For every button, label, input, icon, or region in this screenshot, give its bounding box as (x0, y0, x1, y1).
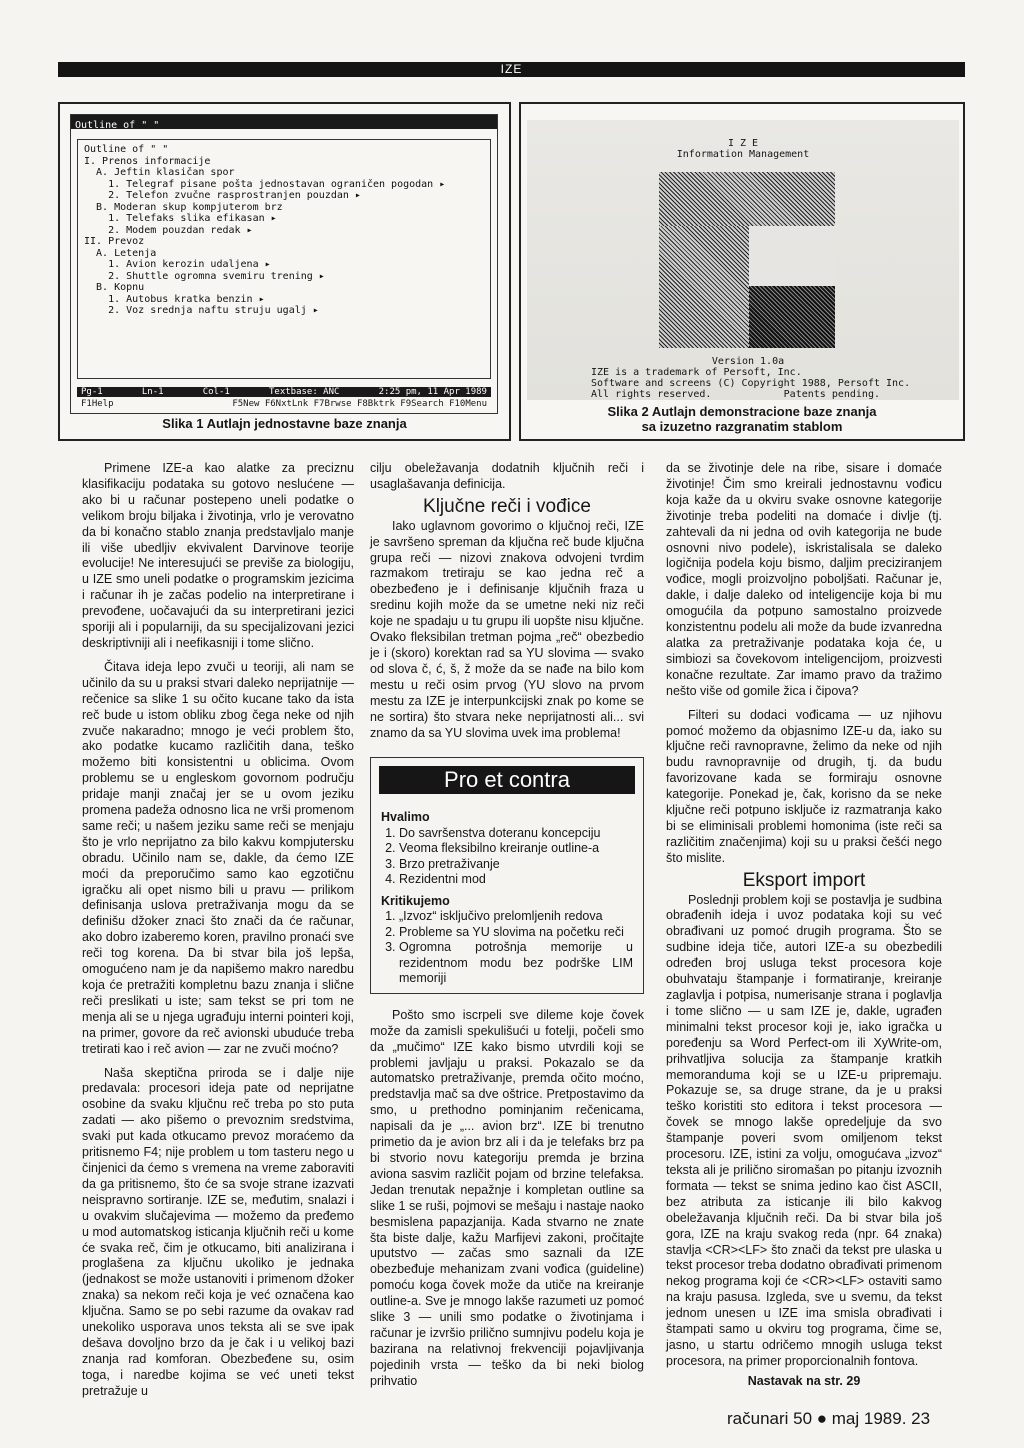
paragraph: cilju obeležavanja dodatnih ključnih reči i usaglašavanja definicija. (370, 461, 644, 491)
cons-item: 3. Ogromna potrošnja memorije u rezidentnom modu bez podrške LIM memoriji (399, 940, 633, 987)
fkey-rest: F5New F6NxtLnk F7Brwse F8Bktrk F9Search F10Menu (232, 399, 487, 409)
outline-line: 1. Telegraf pisane pošta jednostavan ograničen pogodan ▸ (84, 178, 446, 190)
outline-line: 2. Modem pouzdan redak ▸ (84, 224, 253, 236)
outline-line: A. Letenja (84, 247, 157, 259)
window-title: Outline of " " (75, 120, 160, 131)
fkey-help: F1Help (81, 399, 114, 409)
outline-line: 2. Voz srednja naftu struju ugalj ▸ (84, 305, 319, 316)
ize-splash-screen (527, 120, 959, 400)
article-column-1 (82, 461, 354, 1400)
cons-heading: Kritikujemo (381, 893, 450, 908)
outline-line: B. Moderan skup kompjuterom brz (84, 201, 283, 213)
outline-box (77, 139, 491, 379)
pros-item: 1. Do savršenstva doteranu koncepciju (399, 826, 633, 842)
article-column-2 (370, 461, 644, 1390)
paragraph: da se životinje dele na ribe, sisare i domaće životinje! Čim smo kreirali jednostavnu vođicu koja kaže da u okviru svake osnovne kategorije životinje treba podeliti na domaće i divlje (tj. zahtevali da ni jedna od ovih kategorija ne bude osnovni nivo podele), iskristalisala se daleko logičnija podela koju bismo, daljim preciziranjem vođice, mogli proizvoljno poboljšati. Računar je, dakle, i dalje daleko od inteligencije koja bi mu omogućila da potpuno samostalno proizvede konzistentnu podelu ali može da bude izvanredna alatka za pretraživanje podataka koja će, u simbiozi sa čovekovom inteligencijom, proizvesti konačne rezultate. Zar imamo pravo da tražimo nešto više od gomile žica i čipova? (666, 461, 942, 698)
pros-item: 4. Rezidentni mod (399, 872, 633, 888)
outline-line: A. Jeftin klasičan spor (84, 167, 235, 178)
pros-heading: Hvalimo (381, 810, 430, 825)
outline-line: 1. Telefaks slika efikasan ▸ (84, 213, 277, 224)
outline-line: 1. Avion kerozin udaljena ▸ (84, 259, 271, 270)
figure-2 (519, 102, 965, 441)
outline-line: I. Prenos informacije (84, 155, 211, 167)
section-heading: Ključne reči i vođice (423, 495, 591, 517)
status-time: 2:25 pm, 11 Apr 1989 (378, 387, 487, 397)
figure-2-caption: Slika 2 Autlajn demonstracione baze znanja sa izuzetno razgranatim stablom (607, 404, 877, 434)
outline-line: B. Kopnu (84, 282, 145, 293)
outline-line: II. Prevoz (84, 236, 145, 247)
outline-line: 1. Autobus kratka benzin ▸ (84, 293, 265, 305)
info-line: IZE is a trademark of Persoft, Inc. (591, 367, 802, 378)
paragraph: Čitava ideja lepo zvuči u teoriji, ali nam se učinilo da su u praksi stvari daleko neprijatnije — rečenice sa slike 1 su očito kucane tako da ista reč bude u istom obliku zbog čega neke od njih zvuče nakaradno; mnogo je veći problem što, ako podatke kucamo različitih dana, teško možemo biti konsistentni u oblicima. Ovom problemu se u engleskom govornom području pridaje manji značaj jer se u ovom jeziku promena padeža odnosno lica ne vrši promenom same reči; u našem jeziku same reči se menjaju što je vrlo neprijatno za bilo kakvu kompjutersku obradu. Učinilo nam se, dakle, da ćemo IZE moći da preporučimo samo kao egzotičnu igračku ali opet nismo bili u pravu — prilikom definisanja uslova pretraživanja mogu da se definišu džoker znaci što znači da će računar, ako dobro izaberemo koren, pravilno pronaći sve reči tog korena. Da bi stvar bila još lepša, omogućeno nam je da napišemo makro naredbu koja će pretražiti kompletnu bazu znanja i slične reči preslikati u iste; sam tekst se pri tom ne menja ali se u njega ugrađuju interni pointeri koji, na primer, govore da reč avionski ubuduće treba tretirati kao i reč avion — zar ne zvuči moćno? (82, 659, 354, 1056)
function-key-bar (77, 399, 491, 409)
outline-screen (70, 114, 498, 414)
info-line: Software and screens (C) Copyright 1988, Persoft Inc. (591, 378, 911, 389)
cons-item: 1. „Izvoz“ isključivo prelomljenih redova (399, 909, 633, 925)
pro-contra-title: Pro et contra (379, 766, 635, 794)
pros-item: 3. Brzo pretraživanje (399, 857, 633, 873)
hatched-logo-icon (659, 172, 835, 348)
splash-title-line: I Z E (727, 138, 759, 149)
status-textbase: Textbase: ANC (268, 387, 340, 397)
figure-1-caption: Slika 1 Autlajn jednostavne baze znanja (162, 416, 407, 431)
status-line: Ln-1 (141, 387, 164, 397)
section-heading: Eksport import (742, 869, 866, 891)
pros-list (381, 826, 633, 888)
page-footer: računari 50 ● maj 1989. 23 (727, 1409, 931, 1428)
outline-line: 2. Shuttle ogromna svemiru trening ▸ (84, 270, 325, 282)
paragraph: Filteri su dodaci vođicama — uz njihovu pomoć možemo da objasnimo IZE-u da, iako su ključne reči ravnopravne, želimo da neke od njih budu ravnopravnije od drugih, tj. da budu favorizovane kada se formiraju osnovne kategorije. Ponekad je, čak, korisno da se neke ključne reči potpuno isključe iz razmatranja kako bi se eliminisali problemi homonima (iste reči sa različitim značenjima) koji su u praksi češći nego što mislite. (666, 707, 942, 865)
splash-info (591, 356, 911, 400)
splash-title (527, 138, 959, 160)
splash-title-line: Information Management (676, 149, 810, 160)
pros-item: 2. Veoma fleksibilno kreiranje outline-a (399, 841, 633, 857)
paragraph: Iako uglavnom govorimo o ključnoj reči, IZE je savršeno spreman da ključna reč bude ključna grupa reči — nizovi znakova odvojeni tvrdim razmakom tretiraju se kao jedna reč a obezbeđeno je i definisanje ključnih fraza u sredinu kojih može da se umetne neki niz reči koje ne spadaju u tu grupu ili uopšte nisu ključne. Ovako fleksibilan tretman pojma „reč“ obezbedio je i (skoro) korektan rad sa YU slovima — svako od slova č, ć, š, ž može da se nađe na bilo kom mestu u reči osim prvog (YU slovo na prvom mestu za IZE je interpunkcijski znak po kome se ne sortira) što stvara neke neprijatnosti ali... svi znamo da sa YU slovima uvek ima problema! (370, 518, 644, 740)
info-line: All rights reserved. Patents pending. (591, 389, 880, 400)
status-page: Pg-1 (81, 387, 103, 397)
continued-note: Nastavak na str. 29 (747, 1373, 861, 1388)
status-col: Col-1 (202, 387, 230, 397)
paragraph: Naša skeptična priroda se i dalje nije predavala: procesori ideja pate od neprijatne osobine da svaku ključnu reč treba po sto puta zadati — ako pišemo o prevoznim sredstvima, svaki put kada otkucamo prevoz moraćemo da pritisnemo F4; nije problem u tom tasteru nego u činjenici da ćemo s vremena na vreme zaboraviti da ga pritisnemo, što će sa svoje strane izazvati neispravno sortiranje. IZE se, međutim, snalazi i u ovakvim slučajevima — možemo da pređemo u mod automatskog isticanja ključnih reči u kome će svaka reč, čim je otkucamo, biti analizirana i proglašena za ključnu ukoliko je jednaka (jednakost se može ustanoviti i primenom džoker znaka) sa nekom reči koja je već označena kao ključna. Samo se po sebi razume da ovakav rad unekoliko usporava unos teksta ali se sve ipak dešava dovoljno brzo da je čak i u velikoj bazi znanja rad komforan. Obezbeđene su, osim toga, i naredbe kojima se već uneti tekst pretražuje u (82, 1065, 354, 1398)
article-column-3 (666, 461, 942, 1390)
window-titlebar (71, 115, 497, 129)
outline-line: 2. Telefon zvučne rasprostranjen pouzdan ▸ (84, 190, 361, 201)
section-banner: IZE (58, 62, 965, 77)
cons-list (381, 909, 633, 987)
figure-1 (58, 102, 511, 441)
outline-list (84, 144, 445, 317)
pro-contra-box (370, 757, 644, 993)
paragraph: Poslednji problem koji se postavlja je sudbina obrađenih ideja i uvoz podataka koji su već obrađivani uz pomoć drugih programa. Što se sudbine ideja tiče, autori IZE-a su obezbedili određen broj usluga tekst procesora koje obuhvataju štampanje i formatiranje, kreiranje zaglavlja i potpisa, numerisanje strana i poglavlja i tome slično — u sam IZE je, dakle, ugrađen minimalni tekst procesor koji je, iako igračka u poređenju sa Word Perfect-om ili XyWrite-om, prihvatljiva solucija za štampanje kratkih memoranduma koji se u IZE-u pripremaju. Pokazuje se, sa druge strane, da je u praksi teško koristiti sto editora i tekst procesora — čovek se mnogo lakše opredeljuje da svo štampanje poveri svom omiljenom tekst procesoru. IZE, istini za volju, omogućava „izvoz“ teksta ali je prilično siromašan po pitanju izvoznih formata — tekst se snima jedino kao čist ASCII, bez atributa za isticanje ili bilo kakvog obeležavanja ključnih reči. Da bi stvar bila još gora, IZE na kraju svakog reda (npr. 64 znaka) stavlja <CR><LF> što znači da tekst pre ulaska u tekst procesor treba dodatno obrađivati primenom nekog programa koji će <CR><LF> ostaviti samo na kraju pasusa. Izgleda, sve u svemu, da tekst jednom unesen u IZE ima smisla obrađivati i štampati samo u okviru tog programa, čime se, jasno, u startu odričemo mnogih usluga tekst procesora, na primer proporcionalnih fontova. (666, 892, 942, 1368)
info-line: Version 1.0a (711, 356, 785, 367)
status-bar (77, 387, 491, 397)
cons-item: 2. Probleme sa YU slovima na početku reči (399, 925, 633, 941)
outline-line: Outline of " " (84, 144, 169, 155)
paragraph: Pošto smo iscrpeli sve dileme koje čovek može da zamisli spekulišući u fotelji, počeli smo da „mučimo“ IZE kako bismo utvrdili koji se problemi javljaju u praksi. Pokazalo se da automatsko pretraživanje, premda očito moćno, predstavlja mač sa dve oštrice. Pretpostavimo da smo, u prethodno pominjanim rečenicama, napisali da je „... avion brz“. IZE bi trenutno primetio da je avion brz ali i da je telefaks brz pa bi stvorio novu kategoriju premda je brzina aviona sasvim različit pojam od brzine telefaksa. Jedan trenutak nepažnje i kompletan outline sa slike 1 se ruši, pojmovi se mešaju i nastaje naoko besmislena papazjanija. Kada stvarno ne znate šta biste dalje, kažu Marfijevi zakoni, pročitajte uputstvo — začas smo saznali da IZE obezbeđuje mehanizam zvani vođica (guideline) pomoću koga čovek može da utiče na kreiranje outline-a. Sve je mnogo lakše razumeti uz pomoć slike 3 — unili smo podatke o životinjama i računar je izvršio prilično sumnjivu podelu koja je bazirana na relativnoj frekvenciji pojavljivanja pojedinih vrsta — teško da bi neki biolog prihvatio (370, 1007, 644, 1388)
paragraph: Primene IZE-a kao alatke za preciznu klasifikaciju podataka su gotovo neslućene — ako bi u računar postepeno uneli podatke o velikom broju biljaka i životinja, vrlo je verovatno da bi konačno stablo znanja predstavljalo manje ili više ubedljiv ekvivalent Darvinove teorije evolucije! Ne interesujući se previše za biologiju, u IZE smo uneli podatke o programskim jezicima i računar ih je začas podelio na interpretirane i prevođene, uočavajući da su interpretirani jezici sporiji ali i popularniji, da su specijalizovani jezici deskriptivniji ali i neefikasniji i tome slično. (82, 461, 354, 650)
